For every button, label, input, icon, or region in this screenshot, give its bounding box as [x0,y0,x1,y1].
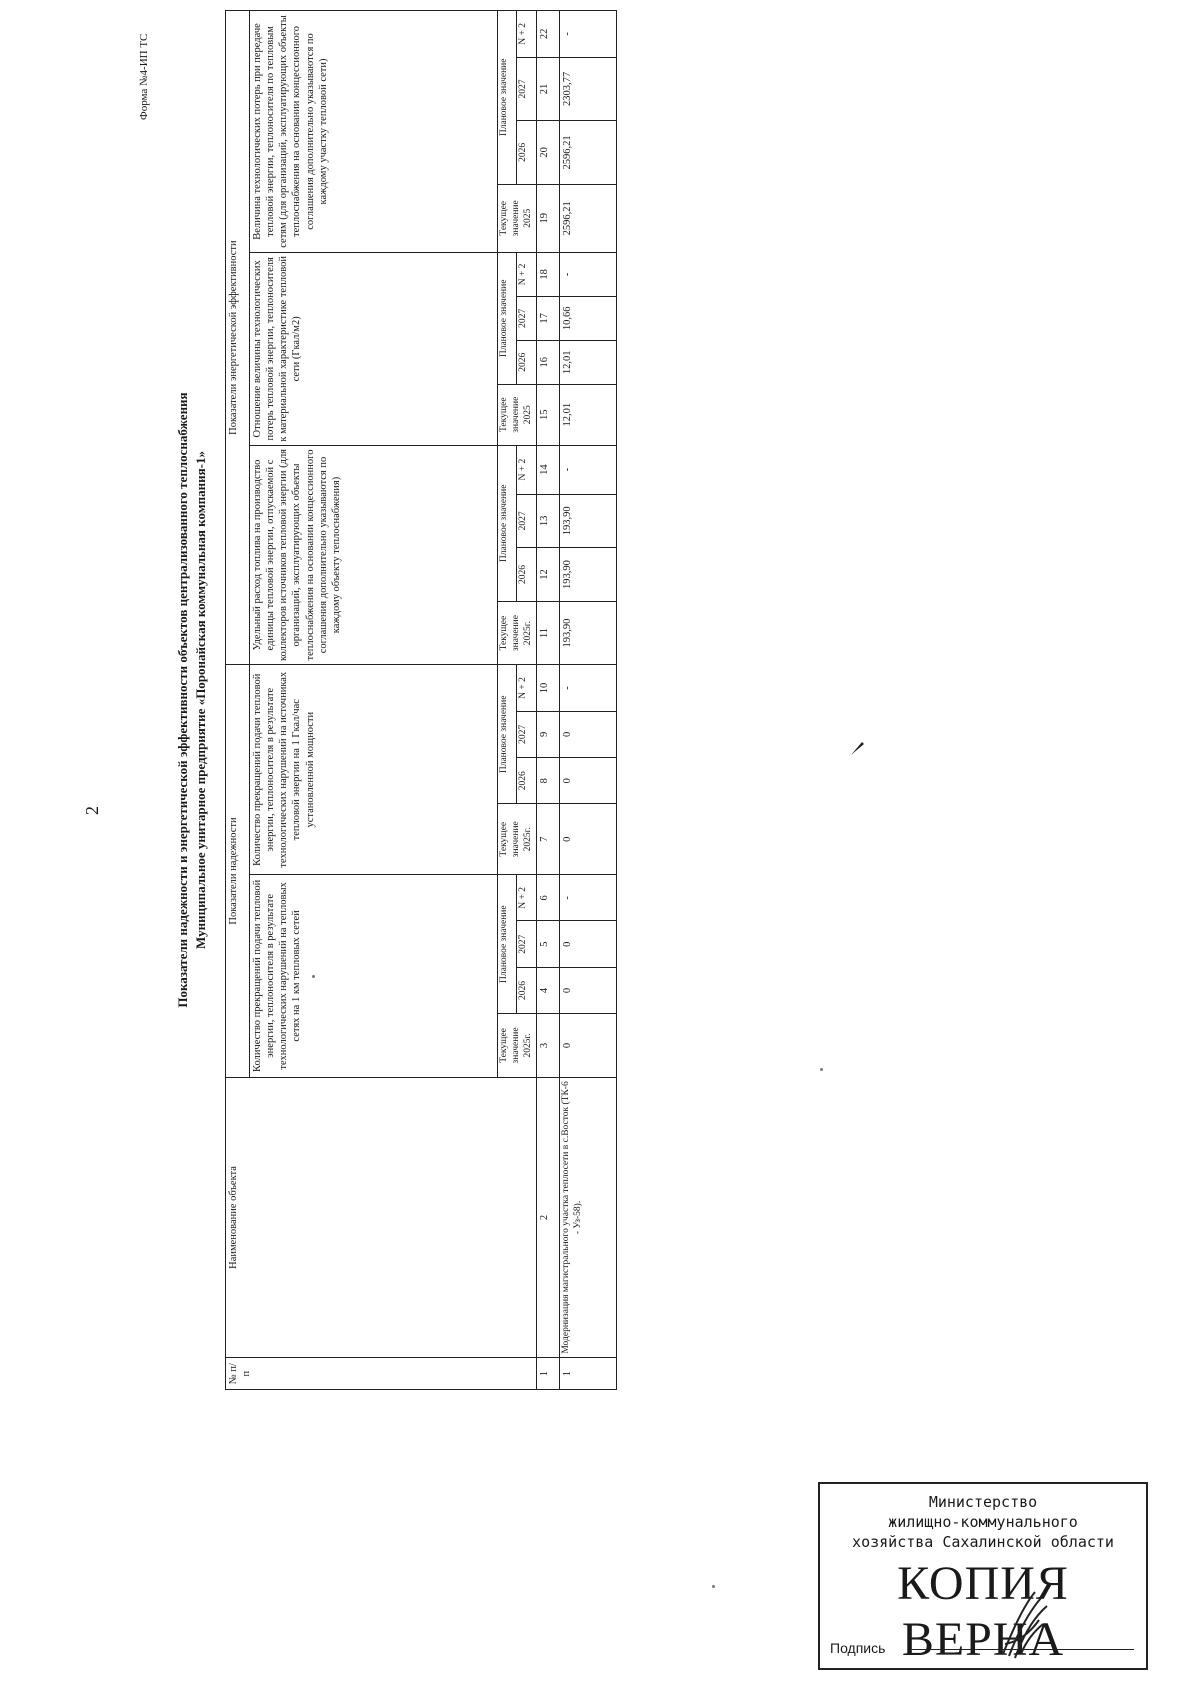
column-number: 21 [536,57,559,120]
reliability-group-header: Показатели надежности [226,665,250,1077]
current-year: 2025г. [522,1033,533,1058]
year-n2: N + 2 [517,445,536,494]
value-cell: 0 [559,804,616,875]
value-cell: 2303,77 [559,57,616,120]
column-number: 19 [536,184,559,252]
column-number: 3 [536,1014,559,1077]
column-number: 6 [536,875,559,921]
column-number: 9 [536,711,559,757]
pen-mark [848,738,868,758]
current-label: Текущее значение [499,615,521,652]
stamp-ministry: Министерство [928,1493,1038,1511]
value-cell: 12,01 [559,340,616,384]
planned-value-header: Плановое значение [498,445,517,601]
column-number: 11 [536,601,559,664]
year-n2: N + 2 [517,875,536,921]
value-cell: 0 [559,967,616,1013]
certification-stamp [818,1482,1148,1670]
planned-value-header: Плановое значение [498,665,517,804]
column-number: 20 [536,121,559,184]
indicator-5-header: Величина технологических потерь при передаче тепловой энергии, теплоносителя по тепловым сетям (для организаций, эксплуатирующих объекты теплоснабжения на основании концессионного соглашения дополнительно указываются по каждому участку тепловой сети) [250,11,498,253]
stamp-ministry-line3: хозяйства Сахалинской области [852,1533,1114,1551]
object-name: Модернизация магистрального участка теплосети в с.Восток (ТК-6 - Уз-58). [559,1077,616,1358]
column-number: 8 [536,758,559,804]
year-2027: 2027 [517,711,536,757]
form-code: Форма №4-ИП ТС [138,33,150,120]
value-cell: 12,01 [559,384,616,445]
column-number: 4 [536,967,559,1013]
value-cell: - [559,11,616,58]
year-n2: N + 2 [517,11,536,58]
current-label: Текущее значение [499,200,521,237]
current-year: 2025г. [522,620,533,646]
value-cell: - [559,875,616,921]
column-number: 14 [536,445,559,494]
year-n2: N + 2 [517,252,536,296]
planned-value-header: Плановое значение [498,252,517,384]
value-cell: 2596,21 [559,121,616,184]
value-cell: - [559,445,616,494]
current-label: Текущее значение [499,1027,521,1064]
rotated-document [175,10,645,1390]
year-2026: 2026 [517,548,536,602]
column-number: 7 [536,804,559,875]
current-label: Текущее значение [499,396,521,433]
current-value-header [498,184,537,252]
indicator-4-header: Отношение величины технологических потерь тепловой энергии, теплоносителя к материальной характеристике тепловой сети (Гкал/м2) [250,252,498,445]
year-2027: 2027 [517,57,536,120]
value-cell: 193,90 [559,601,616,664]
current-value-header [498,601,537,664]
year-2026: 2026 [517,967,536,1013]
current-value-header [498,384,537,445]
indicators-table [225,10,617,1390]
value-cell: - [559,252,616,296]
value-cell: 193,90 [559,494,616,548]
col-name-header: Наименование объекта [226,1077,537,1358]
stamp-ministry-line2: жилищно-коммунального [888,1513,1078,1531]
year-n2: N + 2 [517,665,536,711]
column-number: 1 [536,1358,559,1390]
value-cell: 2596,21 [559,184,616,252]
speck [312,975,315,978]
speck [712,1585,715,1588]
speck [820,1068,823,1071]
value-cell: - [559,665,616,711]
column-number: 13 [536,494,559,548]
document-title: Показатели надежности и энергетической эффективности объектов централизованного теплоснабжения [175,392,190,1008]
value-cell: 193,90 [559,548,616,602]
year-2027: 2027 [517,494,536,548]
value-cell: 0 [559,758,616,804]
organization-name: Муниципальное унитарное предприятие «Поронайская коммунальная компания-1» [193,451,208,949]
current-year: 2025 [522,405,533,425]
current-year: 2025 [522,208,533,228]
current-value-header [498,1014,537,1077]
column-number-row [536,11,559,1390]
column-number: 15 [536,384,559,445]
current-value-header [498,804,537,875]
year-2026: 2026 [517,340,536,384]
stamp-copy-verified: КОПИЯ ВЕРНА [897,1557,1069,1666]
handwritten-signature [995,1584,1055,1664]
value-cell: 0 [559,1014,616,1077]
efficiency-group-header: Показатели энергетической эффективности [226,11,250,665]
column-number: 18 [536,252,559,296]
value-cell: 10,66 [559,296,616,340]
col-number-header: № п/п [226,1358,537,1390]
year-2026: 2026 [517,758,536,804]
column-number: 2 [536,1077,559,1358]
column-number: 17 [536,296,559,340]
indicator-2-header: Количество прекращений подачи тепловой энергии, теплоносителя в результате технологических нарушений на источниках тепловой энергии на 1 Гкал/час установленной мощности [250,665,498,875]
planned-value-header: Плановое значение [498,875,517,1014]
stamp-signature-label: Подпись [830,1640,886,1656]
page-number: 2 [82,806,102,815]
indicator-1-header: Количество прекращений подачи тепловой энергии, теплоносителя в результате технологических нарушений на тепловых сетях на 1 км тепловых сетей [250,875,498,1078]
table-row [559,11,616,1390]
year-2026: 2026 [517,121,536,184]
planned-value-header: Плановое значение [498,11,517,185]
column-number: 5 [536,921,559,967]
year-2027: 2027 [517,921,536,967]
current-year: 2025г. [522,827,533,852]
year-2027: 2027 [517,296,536,340]
column-number: 16 [536,340,559,384]
current-label: Текущее значение [499,821,521,858]
column-number: 12 [536,548,559,602]
row-number: 1 [559,1358,616,1390]
indicator-3-header: Удельный расход топлива на производство единицы тепловой энергии, отпускаемой с коллекторов источников тепловой энергии (для организаций, эксплуатирующих объекты теплоснабжения на основании концессионного соглашения дополнительно указываются по каждому объекту теплоснабжения) [250,445,498,665]
value-cell: 0 [559,711,616,757]
value-cell: 0 [559,921,616,967]
column-number: 10 [536,665,559,711]
column-number: 22 [536,11,559,58]
